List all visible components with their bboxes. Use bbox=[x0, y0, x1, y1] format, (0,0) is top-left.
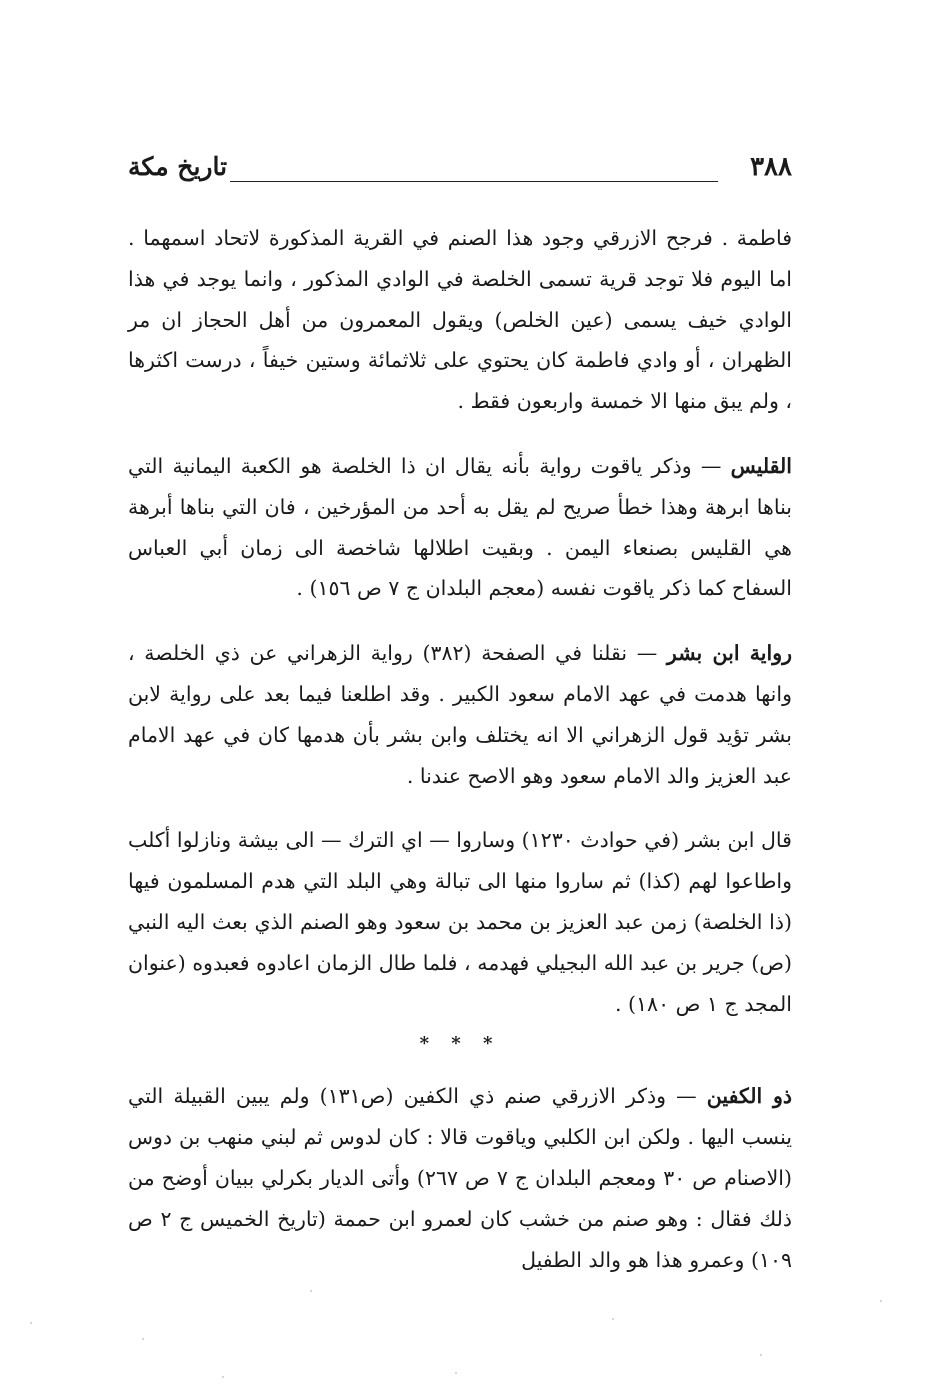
section-heading: رواية ابن بشر bbox=[666, 641, 792, 666]
text-line: ونازلوا أكلب واطاعوا لهم (كذا) ثم ساروا منها الى تبالة وهي البلد التي bbox=[128, 828, 792, 894]
text-line: وانها هدمت في عهد الامام سعود الكبير . وقد اطلعنا فيما بعد على رواية bbox=[169, 681, 792, 706]
text-line: التي ينسب اليها . ولكن ابن الكلبي وياقوت قالا : كان لدوس ثم لبني bbox=[128, 1084, 792, 1150]
text-line: لابن بشر تؤيد قول الزهراني الا انه يختلف وابن بشر بأن هدمها كان في bbox=[128, 681, 792, 747]
text-line: ابن حممة (تاريخ الخميس ج ٢ ص ١٠٩) وعمرو هذا هو والد الطفيل bbox=[128, 1206, 792, 1272]
page-header bbox=[128, 152, 792, 192]
paper-speck bbox=[142, 1338, 144, 1340]
paper-speck bbox=[310, 1290, 312, 1292]
paragraph-khalasa-village bbox=[128, 218, 792, 422]
text-line: — وذكر الازرقي صنم ذي الكفين (ص١٣١) ولم يبين القبيلة bbox=[173, 1084, 697, 1109]
paragraph-qulays bbox=[128, 446, 792, 609]
text-line: أبي العباس السفاح كما ذكر ياقوت نفسه (معجم البلدان ج ٧ ص ١٥٦) . bbox=[128, 535, 792, 601]
section-separator: * * * bbox=[419, 1033, 501, 1055]
paper-speck bbox=[222, 1376, 224, 1378]
paper-speck bbox=[612, 1318, 614, 1320]
text-line: فاطمة . فرجح الازرقي وجود هذا الصنم في القرية المذكورة لاتحاد اسمهما . bbox=[128, 226, 792, 250]
text-line: خيفاً ، درست اكثرها ، ولم يبق منها الا خمسة واربعون فقط . bbox=[128, 348, 792, 414]
paper-speck bbox=[455, 1372, 457, 1374]
section-heading: القليس bbox=[730, 453, 792, 478]
page-number: ٣٨٨ bbox=[750, 152, 792, 182]
text-line: — نقلنا في الصفحة (٣٨٢) رواية الزهراني عن ذي الخلصة ، bbox=[128, 641, 658, 666]
paper-speck bbox=[30, 1322, 32, 1324]
header-rule bbox=[230, 181, 718, 182]
body-text bbox=[128, 218, 792, 1280]
paragraph-ibn-bishr-account bbox=[128, 633, 792, 796]
text-line: منهب بن دوس (الاصنام ص ٣٠ ومعجم البلدان ج ٧ ص ٢٦٧) وأتى bbox=[128, 1125, 792, 1190]
paper-speck bbox=[880, 1300, 882, 1302]
text-line: الزمان اعادوه فعبدوه (عنوان المجد ج ١ ص ١٨٠) . bbox=[128, 950, 792, 1016]
text-line: اما اليوم فلا توجد قرية تسمى الخلصة في الوادي المذكور ، وانما يوجد bbox=[196, 266, 792, 291]
text-line: — وذكر ياقوت رواية بأنه يقال ان ذا الخلصة هو الكعبة اليمانية bbox=[172, 453, 722, 478]
section-heading: ذو الكفين bbox=[706, 1084, 792, 1109]
text-line: التي بناها ابرهة وهذا خطأ صريح لم يقل به أحد من المؤرخين ، فان التي bbox=[128, 453, 792, 519]
text-line: هدم المسلمون فيها (ذا الخلصة) زمن عبد العزيز بن محمد بن سعود وهو bbox=[128, 869, 793, 934]
running-title: تاريخ مكة bbox=[128, 152, 228, 181]
text-line: قال ابن بشر (في حوادث ١٢٣٠) وساروا — اي الترك — الى بيشة bbox=[237, 828, 792, 853]
text-line: عهد الامام عبد العزيز والد الامام سعود وهو الاصح عندنا . bbox=[128, 722, 792, 788]
paragraph-dhu-al-kaffayn bbox=[128, 1076, 792, 1280]
paper-speck bbox=[760, 1354, 762, 1356]
paragraph-ibn-bishr-quote bbox=[128, 820, 792, 1024]
text-line: في هذا الوادي خيف يسمى (عين الخلص) ويقول المعمرون من أهل bbox=[128, 266, 792, 332]
text-line: بناها أبرهة هي القليس بصنعاء اليمن . وبقيت اطلالها شاخصة الى زمان bbox=[128, 494, 792, 560]
text-line: الحجاز ان مر الظهران ، أو وادي فاطمة كان يحتوي على ثلاثمائة وستين bbox=[128, 307, 792, 373]
text-line: الديار بكرلي ببيان أوضح من ذلك فقال : وهو صنم من خشب كان لعمرو bbox=[128, 1165, 792, 1231]
text-line: الصنم الذي بعث اليه النبي (ص) جرير بن عبد الله البجيلي فهدمه ، فلما طال bbox=[128, 909, 792, 975]
